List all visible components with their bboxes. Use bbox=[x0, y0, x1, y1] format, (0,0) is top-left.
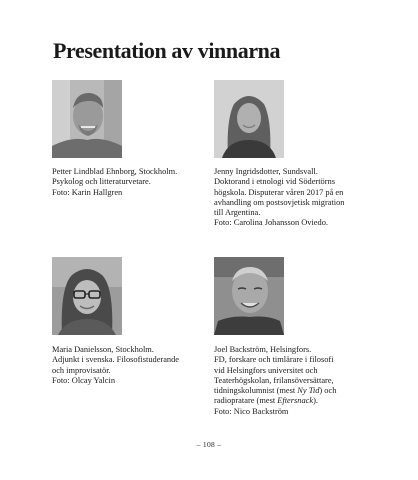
caption-line: högskola. Disputerar våren 2017 på en bbox=[214, 187, 344, 197]
winner-caption-joel bbox=[214, 345, 374, 417]
caption-text: radiopratare (mest bbox=[214, 396, 278, 406]
caption-line: och improvisatör. bbox=[52, 365, 111, 375]
page-number: – 108 – bbox=[196, 440, 222, 449]
caption-line bbox=[214, 386, 374, 396]
winner-caption-jenny bbox=[214, 167, 374, 229]
publication-name: Ny Tid bbox=[297, 386, 320, 396]
caption-line: Foto: Olcay Yalcin bbox=[52, 375, 116, 385]
caption-line: Doktorand i etnologi vid Södertörns bbox=[214, 177, 335, 187]
portrait-photo-joel bbox=[214, 257, 284, 335]
caption-line bbox=[214, 396, 374, 406]
caption-line: Foto: Karin Hallgren bbox=[52, 187, 123, 197]
caption-line: Foto: Carolina Johansson Oviedo. bbox=[214, 218, 328, 228]
caption-line: till Argentina. bbox=[214, 208, 261, 218]
portrait-photo-jenny bbox=[214, 80, 284, 158]
caption-line: avhandling om postsovjetisk migration bbox=[214, 197, 345, 207]
program-name: Eftersnack bbox=[277, 396, 314, 406]
winner-caption-petter bbox=[52, 167, 212, 198]
caption-line: vid Helsingfors universitet och bbox=[214, 365, 318, 375]
caption-text: ) och bbox=[319, 386, 337, 396]
caption-line: Joel Backström, Helsingfors. bbox=[214, 345, 312, 354]
caption-line: Adjunkt i svenska. Filosofistuderande bbox=[52, 355, 180, 365]
caption-line: FD, forskare och timlärare i filosofi bbox=[214, 355, 334, 365]
caption-text: tidningskolumnist (mest bbox=[214, 386, 298, 396]
caption-line: Jenny Ingridsdotter, Sundsvall. bbox=[214, 167, 318, 176]
caption-line: Foto: Nico Backström bbox=[214, 406, 289, 416]
portrait-photo-maria bbox=[52, 257, 122, 335]
winner-caption-maria bbox=[52, 345, 212, 386]
caption-text: ). bbox=[313, 396, 318, 406]
caption-line: Psykolog och litteraturvetare. bbox=[52, 177, 151, 187]
caption-line: Maria Danielsson, Stockholm. bbox=[52, 345, 154, 354]
portrait-photo-petter bbox=[52, 80, 122, 158]
caption-line: Petter Lindblad Ehnborg, Stockholm. bbox=[52, 167, 178, 176]
caption-line: Teaterhögskolan, frilansöversättare, bbox=[214, 375, 334, 385]
page-title: Presentation av vinnarna bbox=[53, 38, 281, 63]
